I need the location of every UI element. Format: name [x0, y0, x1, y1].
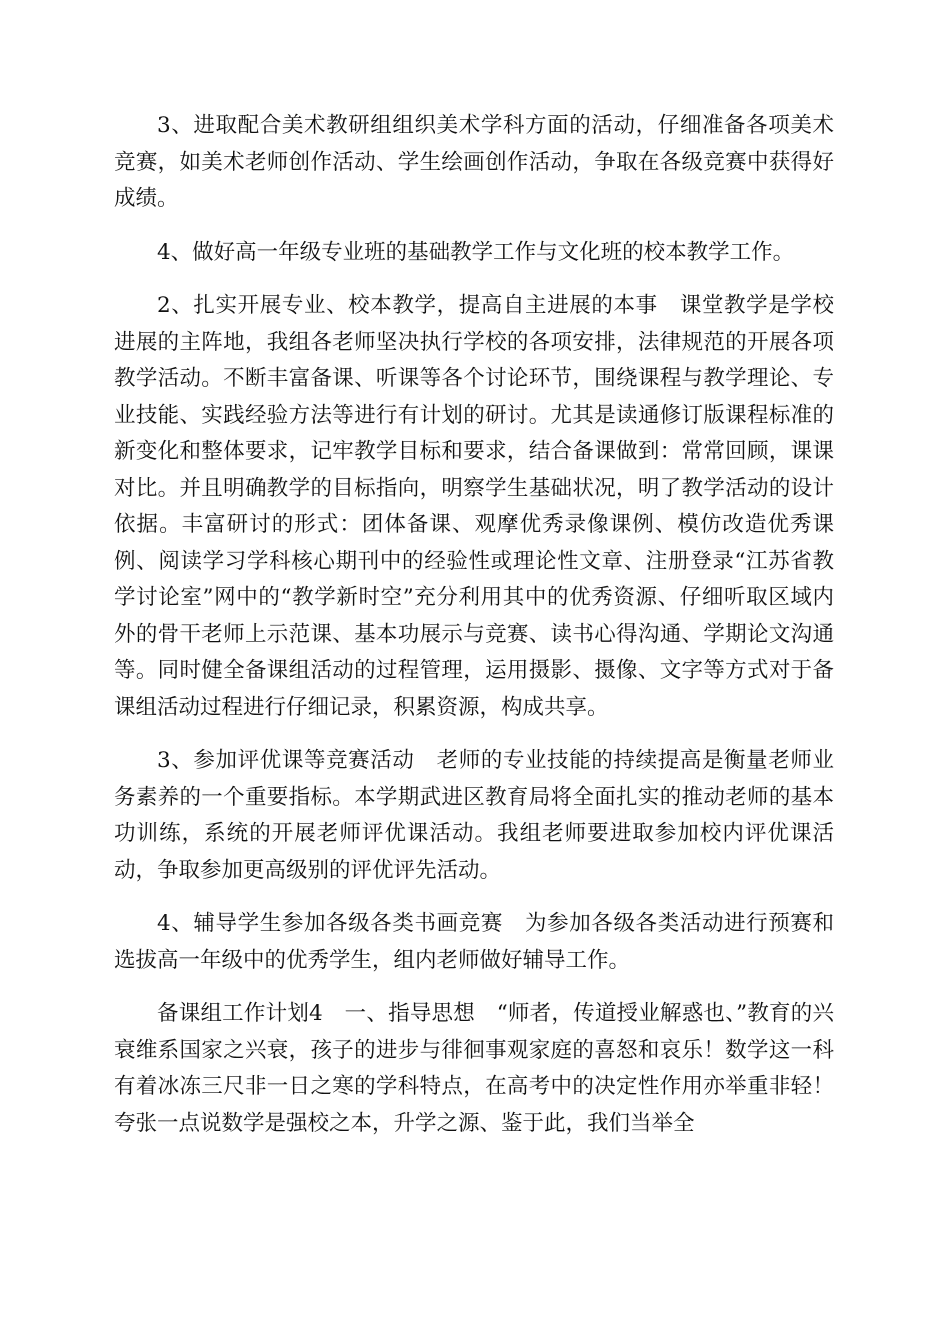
paragraph-student-coaching: 4、辅导学生参加各级各类书画竞赛 为参加各级各类活动进行预赛和选拔高一年级中的优秀学生，组内老师做好辅导工作。	[114, 911, 834, 973]
paragraph-professional-teaching: 2、扎实开展专业、校本教学，提高自主进展的本事 课堂教学是学校进展的主阵地，我组各老师坚决执行学校的各项安排，法律规范的开展各项教学活动。不断丰富备课、听课等各个讨论环节，围绕课程与教学理论、专业技能、实践经验方法等进行有计划的研讨。尤其是读通修订版课程标准的新变化和整体要求，记牢教学目标和要求，结合备课做到：常常回顾，课课对比。并且明确教学的目标指向，明察学生基础状况，明了教学活动的设计依据。丰富研讨的形式：团体备课、观摩优秀录像课例、模仿改造优秀课例、阅读学习学科核心期刊中的经验性或理论性文章、注册登录“江苏省教学讨论室”网中的“教学新时空”充分利用其中的优秀资源、仔细听取区域内外的骨干老师上示范课、基本功展示与竞赛、读书心得沟通、学期论文沟通等。同时健全备课组活动的过程管理，运用摄影、摄像、文字等方式对于备课组活动过程进行仔细记录，积累资源，构成共享。	[114, 293, 834, 720]
paragraph-art-competitions: 3、进取配合美术教研组组织美术学科方面的活动，仔细准备各项美术竞赛，如美术老师创作活动、学生绘画创作活动，争取在各级竞赛中获得好成绩。	[114, 113, 834, 211]
paragraph-work-plan-4: 备课组工作计划4 一、指导思想 “师者，传道授业解惑也、”教育的兴衰维系国家之兴衰，孩子的进步与徘徊事观家庭的喜怒和哀乐！数学这一科有着冰冻三尺非一日之寒的学科特点，在高考中的决定性作用亦举重非轻！夸张一点说数学是强校之本，升学之源、鉴于此，我们当举全	[114, 1001, 834, 1136]
paragraph-evaluation-contests: 3、参加评优课等竞赛活动 老师的专业技能的持续提高是衡量老师业务素养的一个重要指标。本学期武进区教育局将全面扎实的推动老师的基本功训练，系统的开展老师评优课活动。我组老师要进取参加校内评优课活动，争取参加更高级别的评优评先活动。	[114, 748, 834, 883]
paragraph-grade-one-teaching: 4、做好高一年级专业班的基础教学工作与文化班的校本教学工作。	[157, 239, 795, 265]
document-page	[114, 108, 834, 1159]
